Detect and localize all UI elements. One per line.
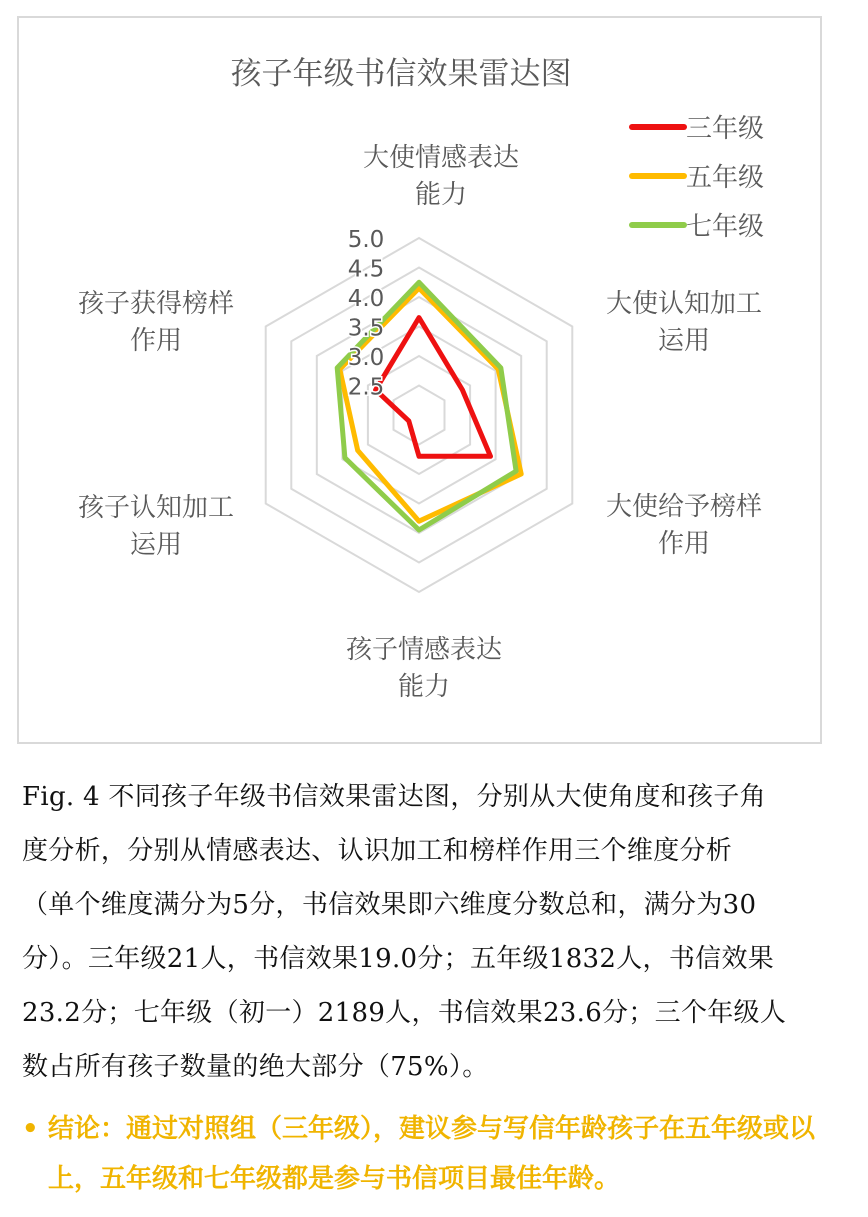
radar-chart [19,18,820,742]
axis-label: 孩子情感表达 [345,635,503,665]
axis-label: 孩子认知加工 [77,493,235,523]
caption-line: 度分析，分别从情感表达、认识加工和榜样作用三个维度分析 [22,836,733,866]
axis-label: 作用 [657,529,711,559]
legend-label: 三年级 [686,114,765,144]
axis-label: 大使情感表达 [362,143,520,173]
caption-line: （单个维度满分为5分，书信效果即六维度分数总和，满分为30 [22,890,757,920]
tick-label: 3.0 [347,345,385,371]
axis-label: 能力 [414,180,468,210]
legend-label: 五年级 [686,163,765,193]
legend-label: 七年级 [686,212,765,242]
conclusion-block [22,1104,852,1204]
tick-label: 3.5 [347,315,385,342]
axis-label: 作用 [129,326,183,356]
tick-label: 4.0 [347,286,385,312]
tick-label: 5.0 [347,227,385,253]
chart-title: 孩子年级书信效果雷达图 [230,56,572,92]
caption-line: 数占所有孩子数量的绝大部分（75%）。 [22,1052,489,1082]
conclusion-text: 结论：通过对照组（三年级），建议参与写信年龄孩子在五年级或以上，五年级和七年级都是参与书信项目最佳年龄。 [48,1114,816,1194]
chart-frame [17,16,822,744]
axis-label: 能力 [397,672,451,702]
caption-line: Fig. 4 不同孩子年级书信效果雷达图，分别从大使角度和孩子角 [22,782,766,812]
figure-caption [22,770,852,1094]
axis-label: 运用 [657,326,711,356]
axis-label: 孩子获得榜样 [77,289,235,319]
tick-label: 2.5 [347,374,385,401]
axis-label: 大使认知加工 [605,289,763,319]
bullet-icon: • [22,1114,39,1144]
caption-line: 23.2分；七年级（初一）2189人，书信效果23.6分；三个年级人 [22,998,787,1028]
tick-label: 4.5 [347,256,385,283]
axis-label: 大使给予榜样 [605,492,763,522]
caption-line: 分）。三年级21人，书信效果19.0分；五年级1832人，书信效果 [22,944,775,974]
axis-label: 运用 [129,530,183,560]
chart-legend [632,114,764,242]
radar-tick-labels [348,227,385,401]
